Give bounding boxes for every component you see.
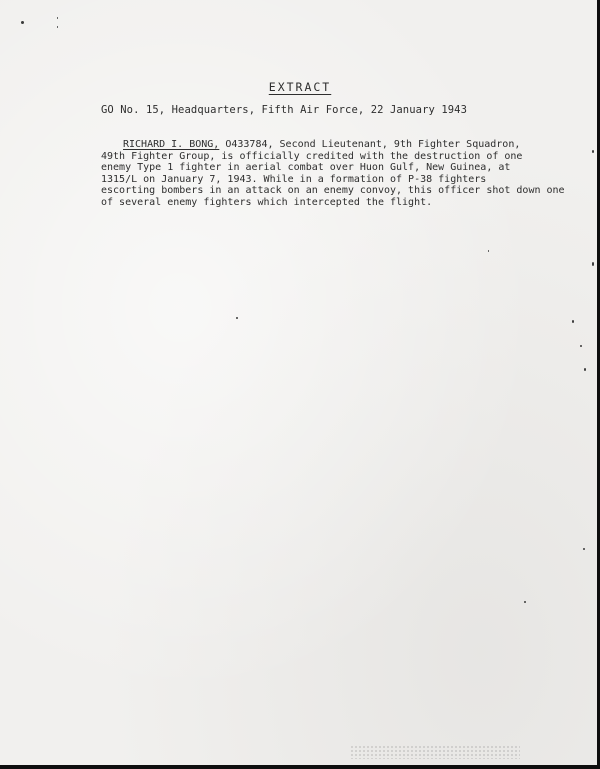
body-line-3: enemy Type 1 fighter in aerial combat over Huon Gulf, New Guinea, at xyxy=(101,162,511,173)
body-line-1-rest: O433784, Second Lieutenant, 9th Fighter Squadron, xyxy=(219,139,521,150)
scan-speck xyxy=(57,17,58,19)
body-line-4: 1315/L on January 7, 1943. While in a formation of P-38 fighters xyxy=(101,173,487,185)
scan-speck xyxy=(57,26,58,28)
scan-speck xyxy=(580,345,582,347)
scan-speck xyxy=(592,262,594,266)
scan-edge-bottom xyxy=(0,765,600,769)
scan-speck xyxy=(21,21,24,24)
body-line-5: escorting bombers in an attack on an enemy convoy, this officer shot down one xyxy=(101,185,565,196)
general-order-line: GO No. 15, Headquarters, Fifth Air Force, 22 January 1943 xyxy=(101,104,468,116)
officer-name: RICHARD I. BONG, xyxy=(123,139,220,150)
scan-speck xyxy=(584,368,586,371)
scan-noise xyxy=(350,745,520,759)
body-line-6: of several enemy fighters which intercepted the flight. xyxy=(101,196,433,208)
body-line-1 xyxy=(101,139,571,151)
body-line-2: 49th Fighter Group, is officially credited with the destruction of one xyxy=(101,150,523,162)
scan-speck xyxy=(572,320,574,323)
scan-speck xyxy=(583,548,585,550)
scan-speck xyxy=(488,250,489,252)
scan-speck xyxy=(524,601,526,603)
scan-speck xyxy=(236,317,238,319)
document-body xyxy=(101,139,571,208)
document-title: EXTRACT xyxy=(268,80,332,94)
scan-speck xyxy=(592,150,594,153)
